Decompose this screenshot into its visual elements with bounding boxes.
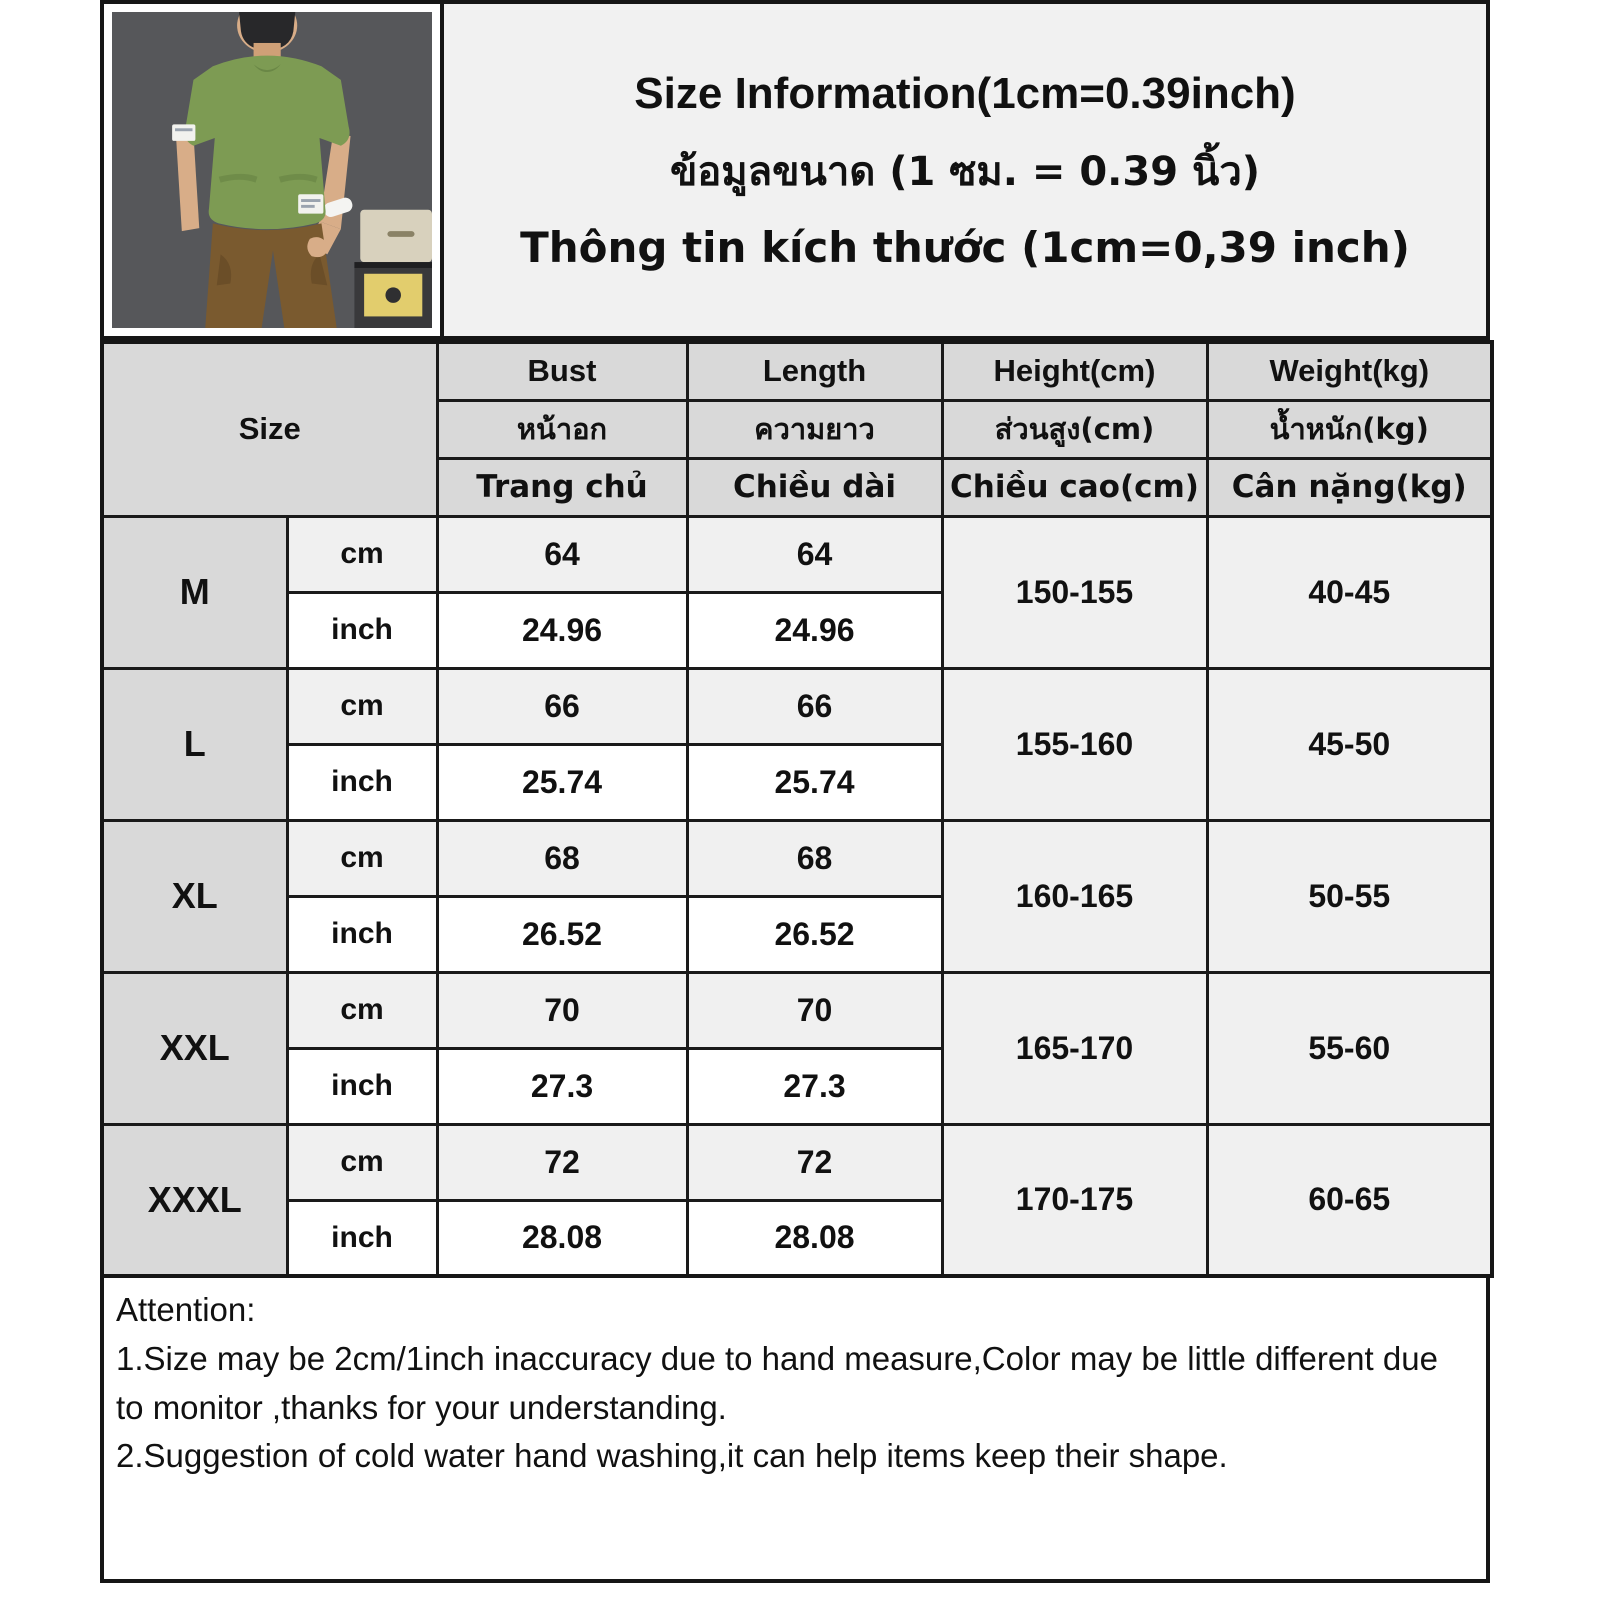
- col-header-weight-vi: Cân nặng(kg): [1207, 458, 1492, 516]
- col-header-weight: Weight(kg): [1207, 342, 1492, 400]
- length-cm-value: 64: [687, 516, 942, 592]
- unit-inch: inch: [287, 1048, 437, 1124]
- size-label-m: M: [102, 516, 287, 668]
- length-inch-value: 24.96: [687, 592, 942, 668]
- unit-cm: cm: [287, 516, 437, 592]
- corner-size-label: Size: [102, 342, 437, 516]
- weight-range: 50-55: [1207, 820, 1492, 972]
- table-row-m-cm: [102, 516, 1492, 592]
- title-block: [444, 0, 1490, 340]
- title-thai: ข้อมูลขนาด (1 ซม. = 0.39 นิ้ว): [669, 148, 1261, 195]
- header-row-english: [102, 342, 1492, 400]
- col-header-height-vi: Chiều cao(cm): [942, 458, 1207, 516]
- col-header-length: Length: [687, 342, 942, 400]
- col-header-bust-th: หน้าอก: [437, 400, 687, 458]
- attention-note-1: 1.Size may be 2cm/1inch inaccuracy due to hand measure,Color may be little different due to monitor ,thanks for your understanding.: [116, 1339, 1438, 1426]
- bust-cm-value: 72: [437, 1124, 687, 1200]
- top-band: [100, 0, 1490, 340]
- length-inch-value: 27.3: [687, 1048, 942, 1124]
- unit-cm: cm: [287, 820, 437, 896]
- weight-range: 60-65: [1207, 1124, 1492, 1276]
- title-vietnamese: Thông tin kích thước (1cm=0,39 inch): [520, 222, 1410, 272]
- height-range: 155-160: [942, 668, 1207, 820]
- size-table: [100, 340, 1494, 1278]
- product-photo: [100, 0, 444, 340]
- bust-cm-value: 66: [437, 668, 687, 744]
- height-range: 150-155: [942, 516, 1207, 668]
- col-header-bust: Bust: [437, 342, 687, 400]
- attention-notes: [100, 1278, 1490, 1583]
- table-row-xxl-cm: [102, 972, 1492, 1048]
- weight-range: 45-50: [1207, 668, 1492, 820]
- col-header-length-th: ความยาว: [687, 400, 942, 458]
- unit-cm: cm: [287, 1124, 437, 1200]
- height-range: 160-165: [942, 820, 1207, 972]
- title-english: Size Information(1cm=0.39inch): [634, 68, 1296, 118]
- col-header-height: Height(cm): [942, 342, 1207, 400]
- length-cm-value: 66: [687, 668, 942, 744]
- unit-cm: cm: [287, 972, 437, 1048]
- table-row-xl-cm: [102, 820, 1492, 896]
- table-row-xxxl-cm: [102, 1124, 1492, 1200]
- length-inch-value: 25.74: [687, 744, 942, 820]
- col-header-height-th: ส่วนสูง(cm): [942, 400, 1207, 458]
- bust-cm-value: 68: [437, 820, 687, 896]
- page-content: [100, 0, 1490, 1583]
- length-cm-value: 70: [687, 972, 942, 1048]
- weight-range: 40-45: [1207, 516, 1492, 668]
- attention-heading: Attention:: [116, 1291, 256, 1328]
- length-cm-value: 68: [687, 820, 942, 896]
- size-label-l: L: [102, 668, 287, 820]
- unit-inch: inch: [287, 744, 437, 820]
- bust-inch-value: 25.74: [437, 744, 687, 820]
- product-photo-image: [112, 12, 432, 328]
- unit-inch: inch: [287, 592, 437, 668]
- unit-inch: inch: [287, 1200, 437, 1276]
- weight-range: 55-60: [1207, 972, 1492, 1124]
- table-row-l-cm: [102, 668, 1492, 744]
- size-table-header: [102, 342, 1492, 516]
- size-label-xxxl: XXXL: [102, 1124, 287, 1276]
- col-header-weight-th: น้ำหนัก(kg): [1207, 400, 1492, 458]
- col-header-length-vi: Chiều dài: [687, 458, 942, 516]
- height-range: 165-170: [942, 972, 1207, 1124]
- size-label-xxl: XXL: [102, 972, 287, 1124]
- height-range: 170-175: [942, 1124, 1207, 1276]
- bust-inch-value: 27.3: [437, 1048, 687, 1124]
- model-illustration: [112, 12, 432, 328]
- attention-note-2: 2.Suggestion of cold water hand washing,it can help items keep their shape.: [116, 1437, 1228, 1475]
- bust-inch-value: 24.96: [437, 592, 687, 668]
- col-header-bust-vi: Trang chủ: [437, 458, 687, 516]
- length-inch-value: 28.08: [687, 1200, 942, 1276]
- unit-cm: cm: [287, 668, 437, 744]
- unit-inch: inch: [287, 896, 437, 972]
- bust-cm-value: 70: [437, 972, 687, 1048]
- bust-inch-value: 26.52: [437, 896, 687, 972]
- length-cm-value: 72: [687, 1124, 942, 1200]
- size-label-xl: XL: [102, 820, 287, 972]
- bust-cm-value: 64: [437, 516, 687, 592]
- bust-inch-value: 28.08: [437, 1200, 687, 1276]
- length-inch-value: 26.52: [687, 896, 942, 972]
